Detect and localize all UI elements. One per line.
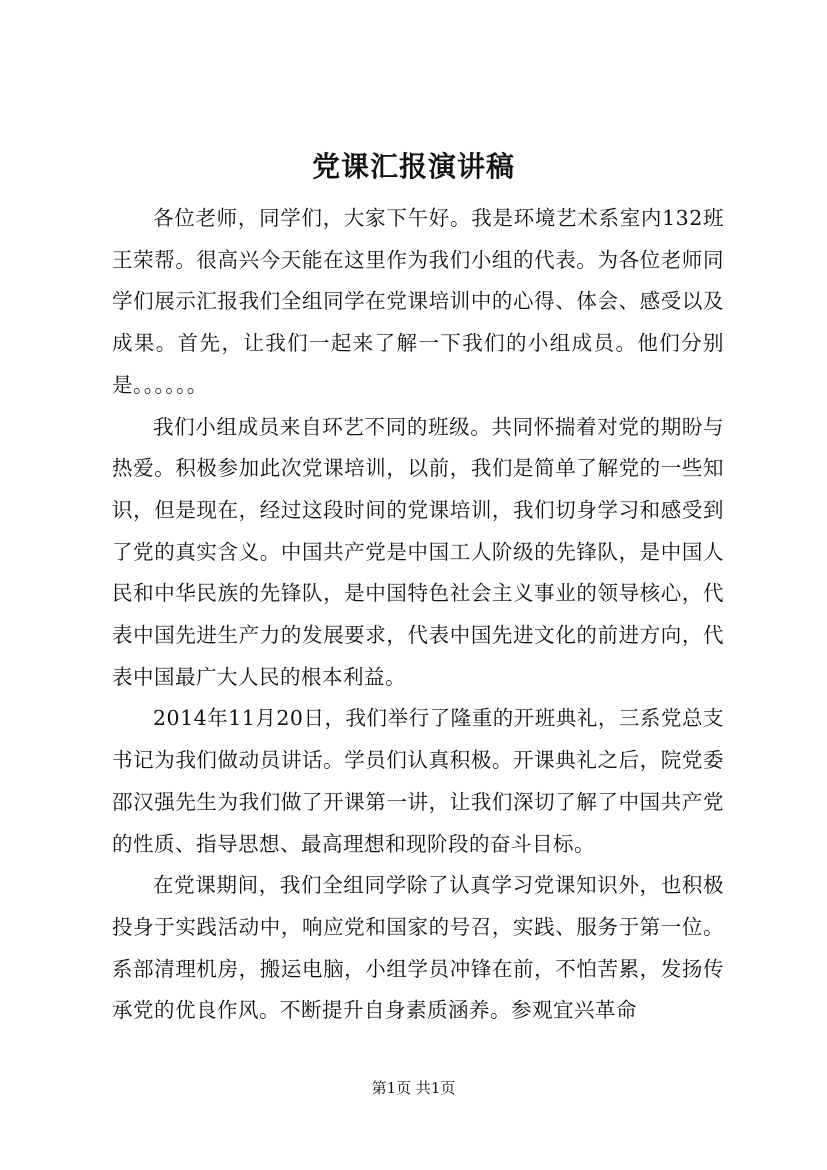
document-body (112, 198, 724, 1032)
page-number: 第1页 共1页 (371, 1079, 456, 1097)
paragraph-practice: 在党课期间，我们全组同学除了认真学习党课知识外，也积极投身于实践活动中，响应党和国家的号召，实践、服务于第一位。系部清理机房，搬运电脑，小组学员冲锋在前，不怕苦累，发扬传承党的优良作风。不断提升自身素质涵养。参观宜兴革命 (112, 873, 724, 1023)
paragraph-group-intro: 我们小组成员来自环艺不同的班级。共同怀揣着对党的期盼与热爱。积极参加此次党课培训，以前，我们是简单了解党的一些知识，但是现在，经过这段时间的党课培训，我们切身学习和感受到了党的真实含义。中国共产党是中国工人阶级的先锋队，是中国人民和中华民族的先锋队，是中国特色社会主义事业的领导核心，代表中国先进生产力的发展要求，代表中国先进文化的前进方向，代表中国最广大人民的根本利益。 (112, 414, 724, 689)
paragraph-opening-ceremony: 2014年11月20日，我们举行了隆重的开班典礼，三系党总支书记为我们做动员讲话。学员们认真积极。开课典礼之后，院党委邵汉强先生为我们做了开课第一讲，让我们深切了解了中国共产党的性质、指导思想、最高理想和现阶段的奋斗目标。 (112, 706, 724, 856)
document-title: 党课汇报演讲稿 (311, 150, 515, 183)
paragraph-greeting: 各位老师，同学们，大家下午好。我是环境艺术系室内132班王荣帮。很高兴今天能在这里作为我们小组的代表。为各位老师同学们展示汇报我们全组同学在党课培训中的心得、体会、感受以及成果。首先，让我们一起来了解一下我们的小组成员。他们分别是。。。。。。 (112, 206, 724, 397)
